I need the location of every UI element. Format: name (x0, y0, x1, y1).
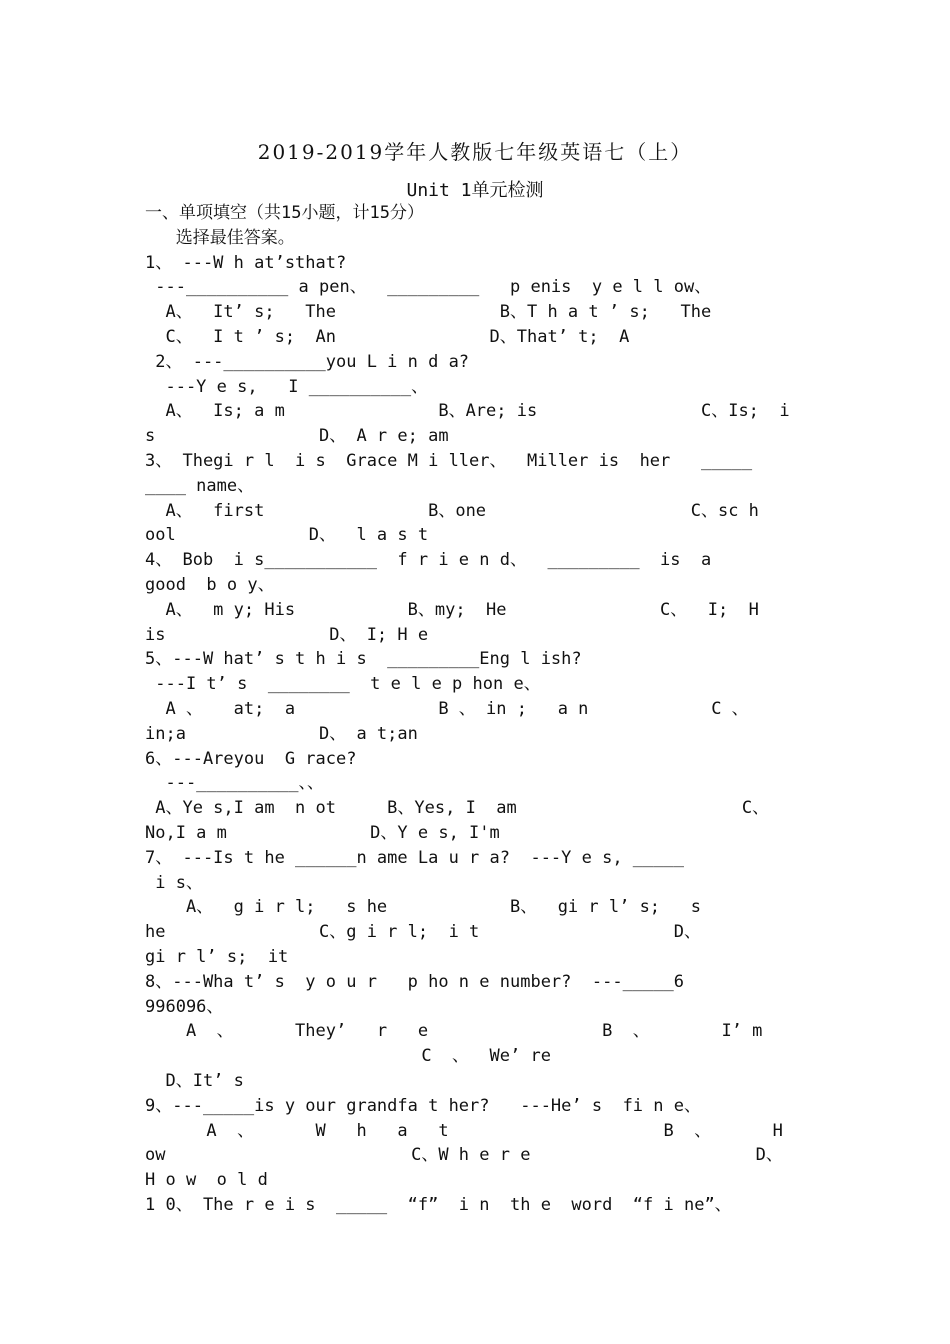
question-line: A、 It’ s; The B、T h a t ’ s; The (145, 302, 712, 323)
question-line: ---I t’ s ________ t e l e p hon e、 (145, 674, 541, 695)
question-line: ---__________ a pen、 _________ p enis y e l l ow、 (145, 277, 712, 298)
question-line: 4、 Bob i s___________ f r i e n d、 _________ is a (145, 550, 712, 571)
worksheet-title: 2019-2019学年人教版七年级英语七（上） (257, 140, 693, 164)
question-line: ---Y e s, I __________、 (145, 376, 429, 397)
question-line: 1 0、 The r e i s _____ “f” i n th e word “f i ne”、 (145, 1195, 732, 1215)
question-line: A、 g i r l; s he B、 gi r l’ s; s (145, 897, 701, 918)
question-line: 996096、 (145, 996, 224, 1017)
question-line: 2、 ---__________you L i n d a? (145, 351, 470, 372)
question-line: in;a D、 a t;an (145, 723, 418, 744)
question-line: i s、 (145, 872, 203, 893)
question-line: 8、---Wha t’ s y o u r p ho n e number? ---_____6 (145, 971, 684, 992)
question-line: A、 first B、one C、sc h (145, 500, 759, 521)
question-line: good b o y、 (145, 575, 275, 595)
question-line: ---__________、、 (145, 773, 325, 794)
question-line: A、 m y; His B、my; He C、 I; H (145, 599, 759, 620)
question-line: s D、 A r e; am (145, 426, 449, 447)
question-line: D、It’ s (145, 1071, 244, 1091)
question-line: ____ name、 (145, 475, 255, 496)
question-line: A 、 They’ r e B 、 I’ m (145, 1021, 763, 1042)
question-line: A、Ye s,I am n ot B、Yes, I am C、 (145, 798, 770, 819)
question-line: gi r l’ s; it (145, 947, 289, 967)
question-line: No,I a m D、Y e s, I'm (145, 823, 500, 843)
worksheet-subtitle: Unit 1单元检测 (406, 180, 544, 201)
question-line: ow C、W h e r e D、 (145, 1145, 783, 1166)
question-line: 3、 Thegi r l i s Grace M i ller、 Miller is her _____ (145, 451, 753, 471)
question-line: 1、 ---W h at’sthat? (145, 252, 347, 273)
question-line: he C、g i r l; i t D、 (145, 922, 701, 943)
question-line: A、 Is; a m B、Are; is C、Is; i (145, 401, 790, 422)
question-line: ool D、 l a s t (145, 525, 429, 546)
question-line: 9、---_____is y our grandfa t her? ---He’ s fi n e、 (145, 1095, 701, 1116)
question-line: H o w o l d (145, 1170, 268, 1191)
question-line: is D、 I; H e (145, 624, 429, 645)
question-line: 7、 ---Is t he ______n ame La u r a? ---Y e s, _____ (145, 847, 684, 868)
question-line: 6、---Areyou G race? (145, 748, 357, 769)
question-line: A 、 W h a t B 、 H (145, 1120, 783, 1141)
question-line: C、 I t ’ s; An D、That’ t; A (145, 327, 630, 347)
question-line: A 、 at; a B 、 in ; a n C 、 (145, 699, 749, 719)
question-line: 5、---W hat’ s t h i s _________Eng l ish? (145, 649, 582, 670)
question-line: C 、 We’ re (145, 1046, 551, 1067)
section-instruction: 选择最佳答案。 (145, 227, 295, 248)
section-heading: 一、单项填空（共15小题，计15分） (145, 203, 424, 223)
